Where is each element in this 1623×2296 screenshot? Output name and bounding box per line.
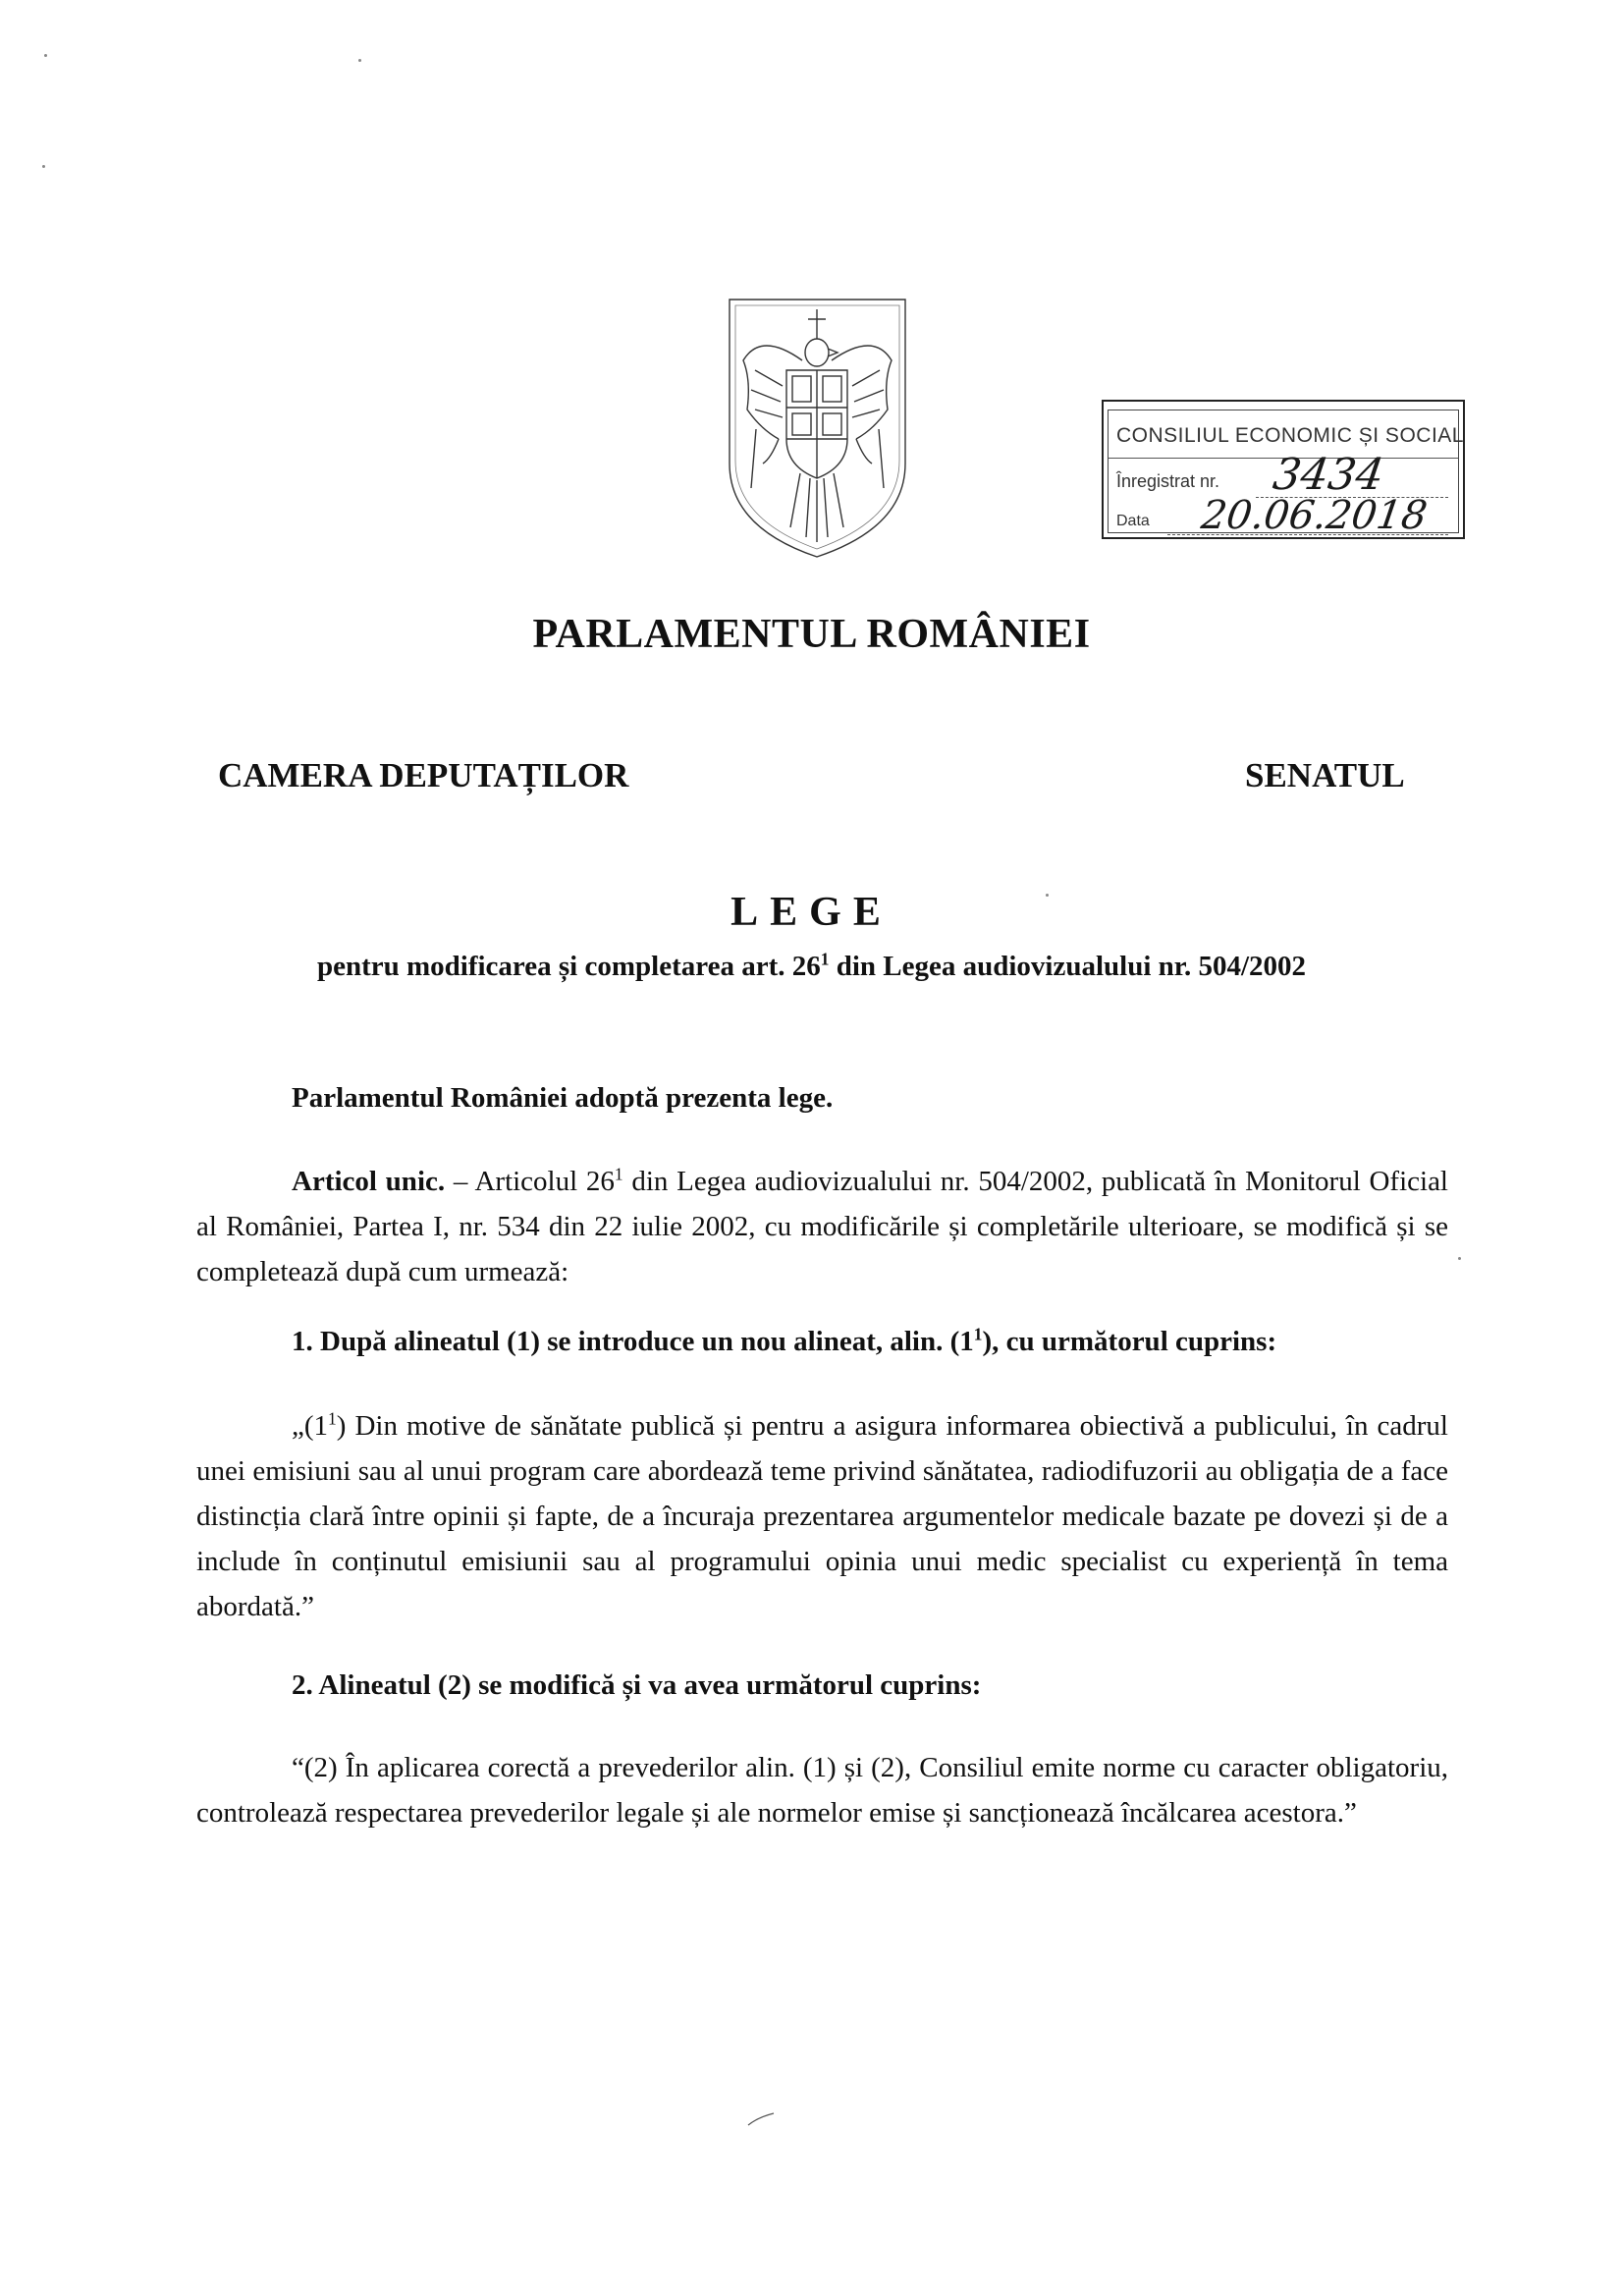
stamp-registered-number: 3434	[1270, 450, 1387, 500]
point-1-heading-text: 1. După alineatul (1) se introduce un nou alineat, alin. (1	[292, 1326, 974, 1357]
stamp-registered-label: Înregistrat nr.	[1116, 471, 1220, 491]
point-2-text: “(2) În aplicarea corectă a prevederilor alin. (1) și (2), Consiliul emite norme cu caracter obligatoriu, controlează respectarea prevederilor legale și ale normelor emise și sancționează încălcarea acestora.”	[196, 1752, 1448, 1829]
senate-heading: SENATUL	[1245, 756, 1405, 794]
document-type: LEGE	[730, 890, 893, 935]
point-1-heading-text-end: ), cu următorul cuprins:	[982, 1326, 1277, 1357]
stamp-date-label: Data	[1116, 513, 1150, 529]
subtitle-text: pentru modificarea și completarea art. 26	[316, 951, 821, 982]
point-1-text-superscript: 1	[328, 1408, 337, 1429]
stamp-date-value: 20.06.2018	[1198, 493, 1431, 538]
scan-speck	[358, 59, 361, 62]
scan-speck	[1046, 894, 1049, 897]
stamp-inner-border	[1108, 410, 1464, 538]
article-text: – Articolul 26	[445, 1166, 615, 1197]
point-1-heading	[196, 1319, 1448, 1364]
point-1-text-open: „(1	[292, 1410, 329, 1442]
stamp-institution: CONSILIUL ECONOMIC ȘI SOCIAL	[1116, 424, 1464, 447]
adoption-statement: Parlamentul României adoptă prezenta lege.	[292, 1082, 834, 1114]
subtitle-superscript: 1	[820, 949, 830, 969]
article-label: Articol unic.	[292, 1166, 446, 1197]
point-1-heading-superscript: 1	[973, 1324, 983, 1344]
scan-speck	[42, 165, 45, 168]
document-subtitle	[0, 951, 1623, 983]
scan-speck	[44, 54, 47, 57]
scan-speck	[1458, 1257, 1461, 1260]
parliament-title: PARLAMENTUL ROMÂNIEI	[532, 612, 1091, 657]
article-superscript: 1	[614, 1164, 623, 1184]
subtitle-text-end: din Legea audiovizualului nr. 504/2002	[829, 951, 1307, 982]
coat-of-arms-icon	[722, 292, 913, 562]
article-text-end: din Legea audiovizualului nr. 504/2002, publicată în Monitorul Oficial al României, Partea I, nr. 534 din 22 iulie 2002, cu modificările și completările ulterioare, se modifică și se completează după cum urmează:	[196, 1166, 1448, 1287]
scan-mark	[746, 2109, 776, 2129]
point-2-heading: 2. Alineatul (2) se modifică și va avea următorul cuprins:	[292, 1669, 982, 1701]
registration-stamp	[1102, 400, 1465, 539]
point-1-text-body: ) Din motive de sănătate publică și pentru a asigura informarea obiectivă a publicului, în cadrul unei emisiuni sau al unui program care abordează teme privind sănătatea, radiodifuzorii au obligația de a face distincția clară între opinii și fapte, de a încuraja prezentarea argumentelor medicale bazate pe dovezi și de a include în conținutul emisiunii sau al programului opinia unui medic specialist cu experiență în tema abordată.”	[196, 1410, 1448, 1622]
article-paragraph	[196, 1159, 1448, 1294]
chamber-deputies-heading: CAMERA DEPUTAȚILOR	[218, 756, 629, 794]
point-1-text	[196, 1403, 1448, 1629]
